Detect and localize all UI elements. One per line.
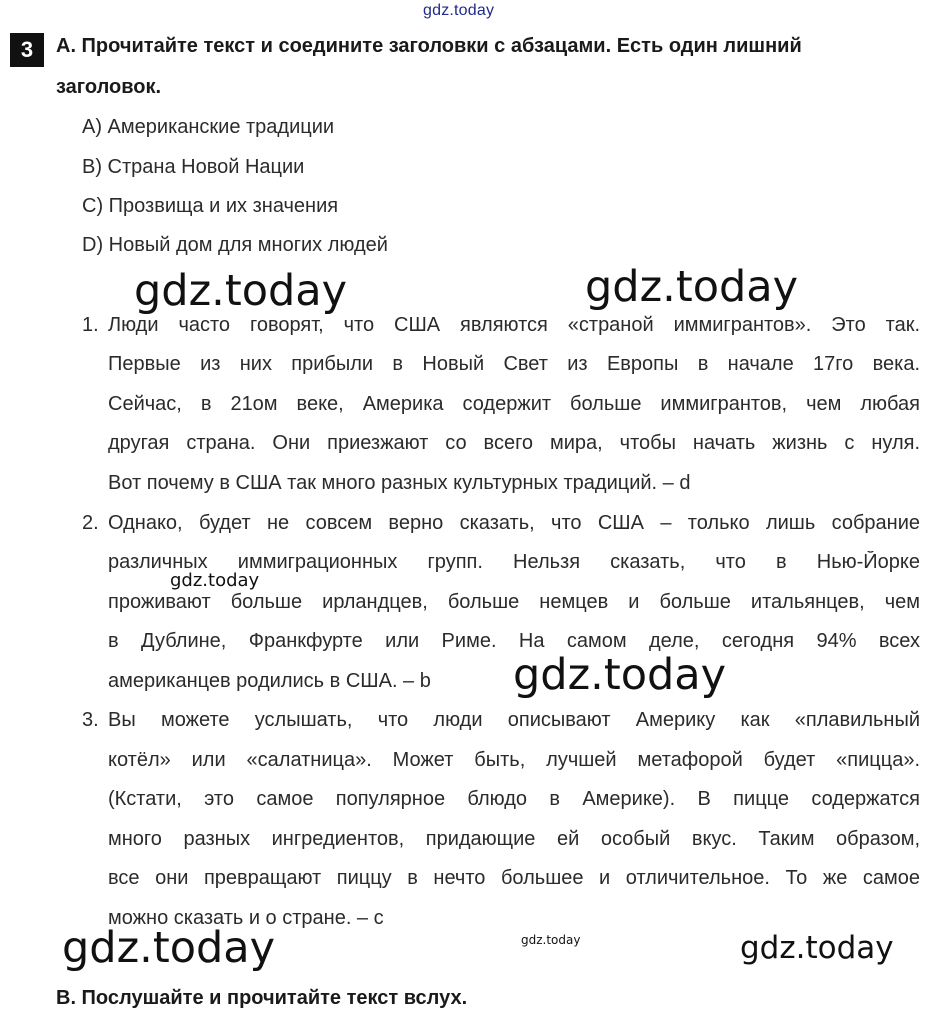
heading-option-b: B) Страна Новой Нации [82, 156, 305, 178]
paragraph-line: проживают больше ирландцев, больше немцев и больше итальянцев, чем [108, 591, 920, 613]
watermark-mid-right: gdz.today [585, 262, 799, 312]
watermark-bottom-left: gdz.today [62, 923, 276, 973]
heading-option-a: A) Американские традиции [82, 116, 335, 138]
watermark-mid-left: gdz.today [134, 266, 348, 316]
watermark-inline-small: gdz.today [170, 570, 260, 591]
paragraph-line: можно сказать и о стране. – c [108, 907, 384, 929]
watermark-after-paragraph-2: gdz.today [513, 650, 727, 700]
watermark-bottom-center: gdz.today [521, 933, 581, 947]
paragraph-line: много разных ингредиентов, придающие ей особый вкус. Таким образом, [108, 828, 920, 850]
paragraph-line: другая страна. Они приезжают со всего мира, чтобы начать жизнь с нуля. [108, 432, 920, 454]
paragraph-line: Вот почему в США так много разных культурных традиций. – d [108, 472, 691, 494]
paragraph-line: Первые из них прибыли в Новый Свет из Европы в начале 17го века. [108, 353, 920, 375]
paragraph-line: котёл» или «салатница». Может быть, лучшей метафорой будет «пицца». [108, 749, 920, 771]
task-a-heading: A. Прочитайте текст и соедините заголовки с абзацами. Есть один лишний [56, 35, 802, 57]
paragraph-line: Вы можете услышать, что люди описывают Америку как «плавильный [108, 709, 920, 731]
paragraph-line: Сейчас, в 21ом веке, Америка содержит больше иммигрантов, чем любая [108, 393, 920, 415]
paragraph-line: Люди часто говорят, что США являются «страной иммигрантов». Это так. [108, 314, 920, 336]
heading-option-d: D) Новый дом для многих людей [82, 234, 388, 256]
paragraph-line: (Кстати, это самое популярное блюдо в Америке). В пицце содержатся [108, 788, 920, 810]
paragraph-number: 3. [82, 709, 99, 731]
watermark-bottom-right: gdz.today [740, 930, 894, 966]
exercise-number-badge: 3 [10, 33, 44, 67]
paragraph-line: американцев родились в США. – b [108, 670, 431, 692]
paragraph-line: Однако, будет не совсем верно сказать, что США – только лишь собрание [108, 512, 920, 534]
paragraph-line: в Дублине, Франкфурте или Риме. На самом деле, сегодня 94% всех [108, 630, 920, 652]
heading-option-c: C) Прозвища и их значения [82, 195, 339, 217]
paragraph-line: различных иммиграционных групп. Нельзя сказать, что в Нью-Йорке [108, 551, 920, 573]
paragraph-number: 1. [82, 314, 99, 336]
task-b-heading: B. Послушайте и прочитайте текст вслух. [56, 987, 468, 1009]
watermark-top: gdz.today [423, 2, 495, 19]
paragraph-line: все они превращают пиццу в нечто большее и отличительное. То же самое [108, 867, 920, 889]
paragraph-number: 2. [82, 512, 99, 534]
task-a-heading-continued: заголовок. [56, 76, 162, 98]
